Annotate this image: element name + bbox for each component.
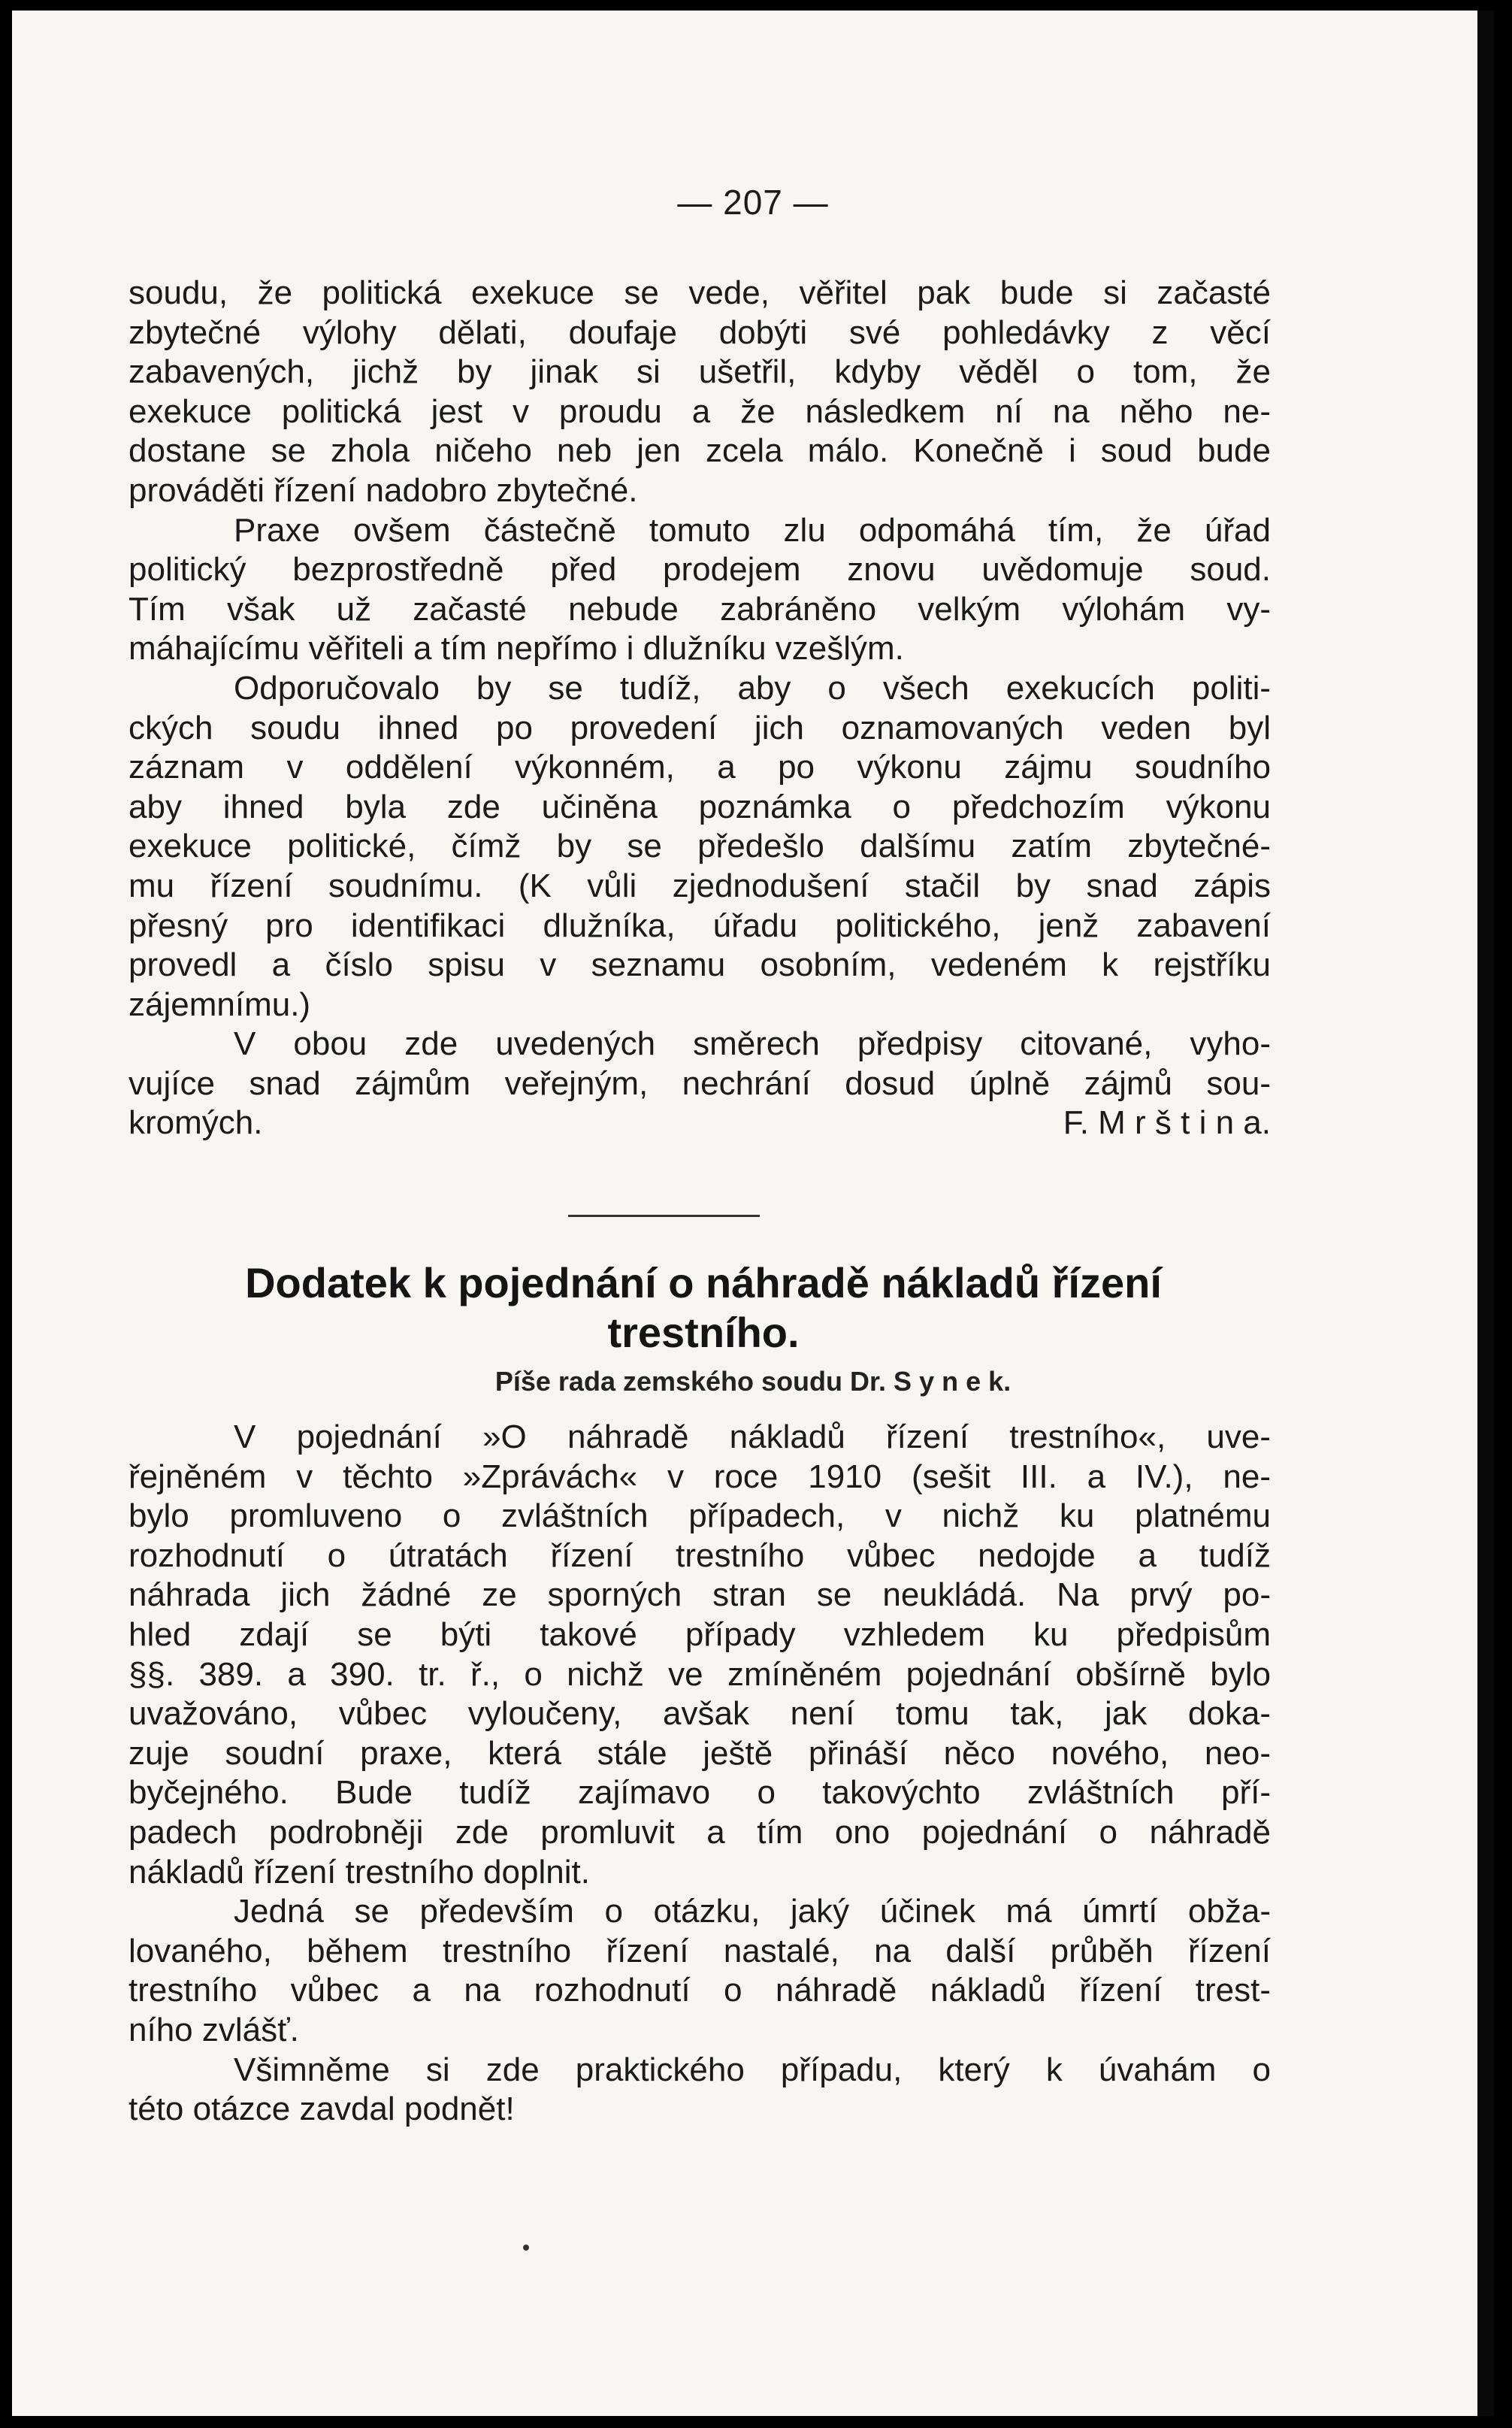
text-line: Praxe ovšem částečně tomuto zlu odpomáhá tím, že úřad	[234, 511, 1271, 549]
scanned-page	[12, 11, 1494, 2416]
text-line: nákladů řízení trestního doplnit.	[129, 1853, 590, 1891]
text-line: kromých.	[129, 1104, 263, 1142]
text-line: lovaného, během trestního řízení nastalé, na další průběh řízení	[129, 1932, 1271, 1969]
text-line: ního zvlášť.	[129, 2011, 299, 2048]
article-title	[87, 1258, 1320, 1358]
text-line: padech podrobněji zde promluvit a tím ono pojednání o náhradě	[129, 1813, 1271, 1851]
text-line: V pojednání »O náhradě nákladů řízení trestního«, uve-	[234, 1418, 1271, 1455]
text-line: mu řízení soudnímu. (K vůli zjednodušení stačil by snad zápis	[129, 867, 1271, 904]
text-line: náhrada jich žádné ze sporných stran se neukládá. Na prvý po-	[129, 1576, 1271, 1614]
text-line: přesný pro identifikaci dlužníka, úřadu politického, jenž zabavení	[129, 907, 1271, 944]
text-line: ckých soudu ihned po provedení jich oznamovaných veden byl	[129, 709, 1271, 746]
scan-edge	[1477, 11, 1494, 2416]
text-line: Jedná se především o otázku, jaký účinek má úmrtí obža-	[234, 1893, 1271, 1930]
article-body	[129, 1418, 1271, 2130]
text-line: provedl a číslo spisu v seznamu osobním, vedeném k rejstříku	[129, 946, 1271, 984]
paragraph	[129, 669, 1271, 1025]
text-line: uvažováno, vůbec vyloučeny, avšak není tomu tak, jak doka-	[129, 1695, 1271, 1733]
text-line: Odporučovalo by se tudíž, aby o všech exekucích politi-	[234, 669, 1271, 707]
text-line: Všimněme si zde praktického případu, který k úvahám o	[234, 2051, 1271, 2088]
title-line: Dodatek k pojednání o náhradě nákladů řízení	[245, 1259, 1162, 1306]
text-line: bylo promluveno o zvláštních případech, v nichž ku platnému	[129, 1497, 1271, 1535]
text-line: dostane se zhola ničeho neb jen zcela málo. Konečně i soud bude	[129, 432, 1271, 470]
text-line: Tím však už začasté nebude zabráněno velkým výlohám vy-	[129, 590, 1271, 628]
page-number: — 207 —	[677, 183, 829, 222]
text-line: této otázce zavdal podnět!	[129, 2090, 515, 2128]
text-line: řejněném v těchto »Zprávách« v roce 1910 (sešit III. a IV.), ne-	[129, 1458, 1271, 1495]
text-line: exekuce politické, čímž by se předešlo dalšímu zatím zbytečné-	[129, 828, 1271, 865]
paragraph	[129, 1892, 1271, 2050]
section-divider	[568, 1215, 760, 1217]
paragraph	[129, 1025, 1271, 1143]
closing-line	[129, 1103, 1271, 1143]
scan-speck	[523, 2245, 529, 2251]
paragraph	[129, 1418, 1271, 1892]
text-line: prováděti řízení nadobro zbytečné.	[129, 471, 638, 509]
text-line: zájemnímu.)	[129, 985, 311, 1023]
text-line: záznam v oddělení výkonném, a po výkonu zájmu soudního	[129, 749, 1271, 786]
paragraph	[129, 2051, 1271, 2130]
author-signature: F. M r š t i n a.	[1063, 1104, 1271, 1142]
text-line: rozhodnutí o útratách řízení trestního vůbec nedojde a tudíž	[129, 1536, 1271, 1574]
text-line: V obou zde uvedených směrech předpisy citované, vyho-	[234, 1025, 1271, 1063]
paragraph	[129, 511, 1271, 669]
text-line: zbytečné výlohy dělati, doufaje dobýti své pohledávky z věcí	[129, 313, 1271, 351]
text-line: exekuce politická jest v proudu a že následkem ní na něho ne-	[129, 392, 1271, 430]
text-line: §§. 389. a 390. tr. ř., o nichž ve zmíněném pojednání obšírně bylo	[129, 1655, 1271, 1693]
text-line: zuje soudní praxe, která stále ještě přináší něco nového, neo-	[129, 1734, 1271, 1772]
text-line: aby ihned byla zde učiněna poznámka o předchozím výkonu	[129, 788, 1271, 825]
text-line: politický bezprostředně před prodejem znovu uvědomuje soud.	[129, 551, 1271, 589]
text-line: vujíce snad zájmům veřejným, nechrání dosud úplně zájmů sou-	[129, 1064, 1271, 1102]
text-line: soudu, že politická exekuce se vede, věřitel pak bude si začasté	[129, 274, 1271, 311]
text-line: byčejného. Bude tudíž zajímavo o takovýchto zvláštních pří-	[129, 1774, 1271, 1812]
text-line: zabavených, jichž by jinak si ušetřil, kdyby věděl o tom, že	[129, 353, 1271, 391]
title-line: trestního.	[607, 1309, 800, 1356]
text-line: hled zdají se býti takové případy vzhledem ku předpisům	[129, 1615, 1271, 1653]
text-line: trestního vůbec a na rozhodnutí o náhradě nákladů řízení trest-	[129, 1972, 1271, 2009]
paragraph	[129, 274, 1271, 511]
text-line: máhajícímu věřiteli a tím nepřímo i dlužníku vzešlým.	[129, 630, 904, 668]
continuation-text	[129, 274, 1271, 1143]
article-byline: Píše rada zemského soudu Dr. S y n e k.	[494, 1366, 1012, 1397]
